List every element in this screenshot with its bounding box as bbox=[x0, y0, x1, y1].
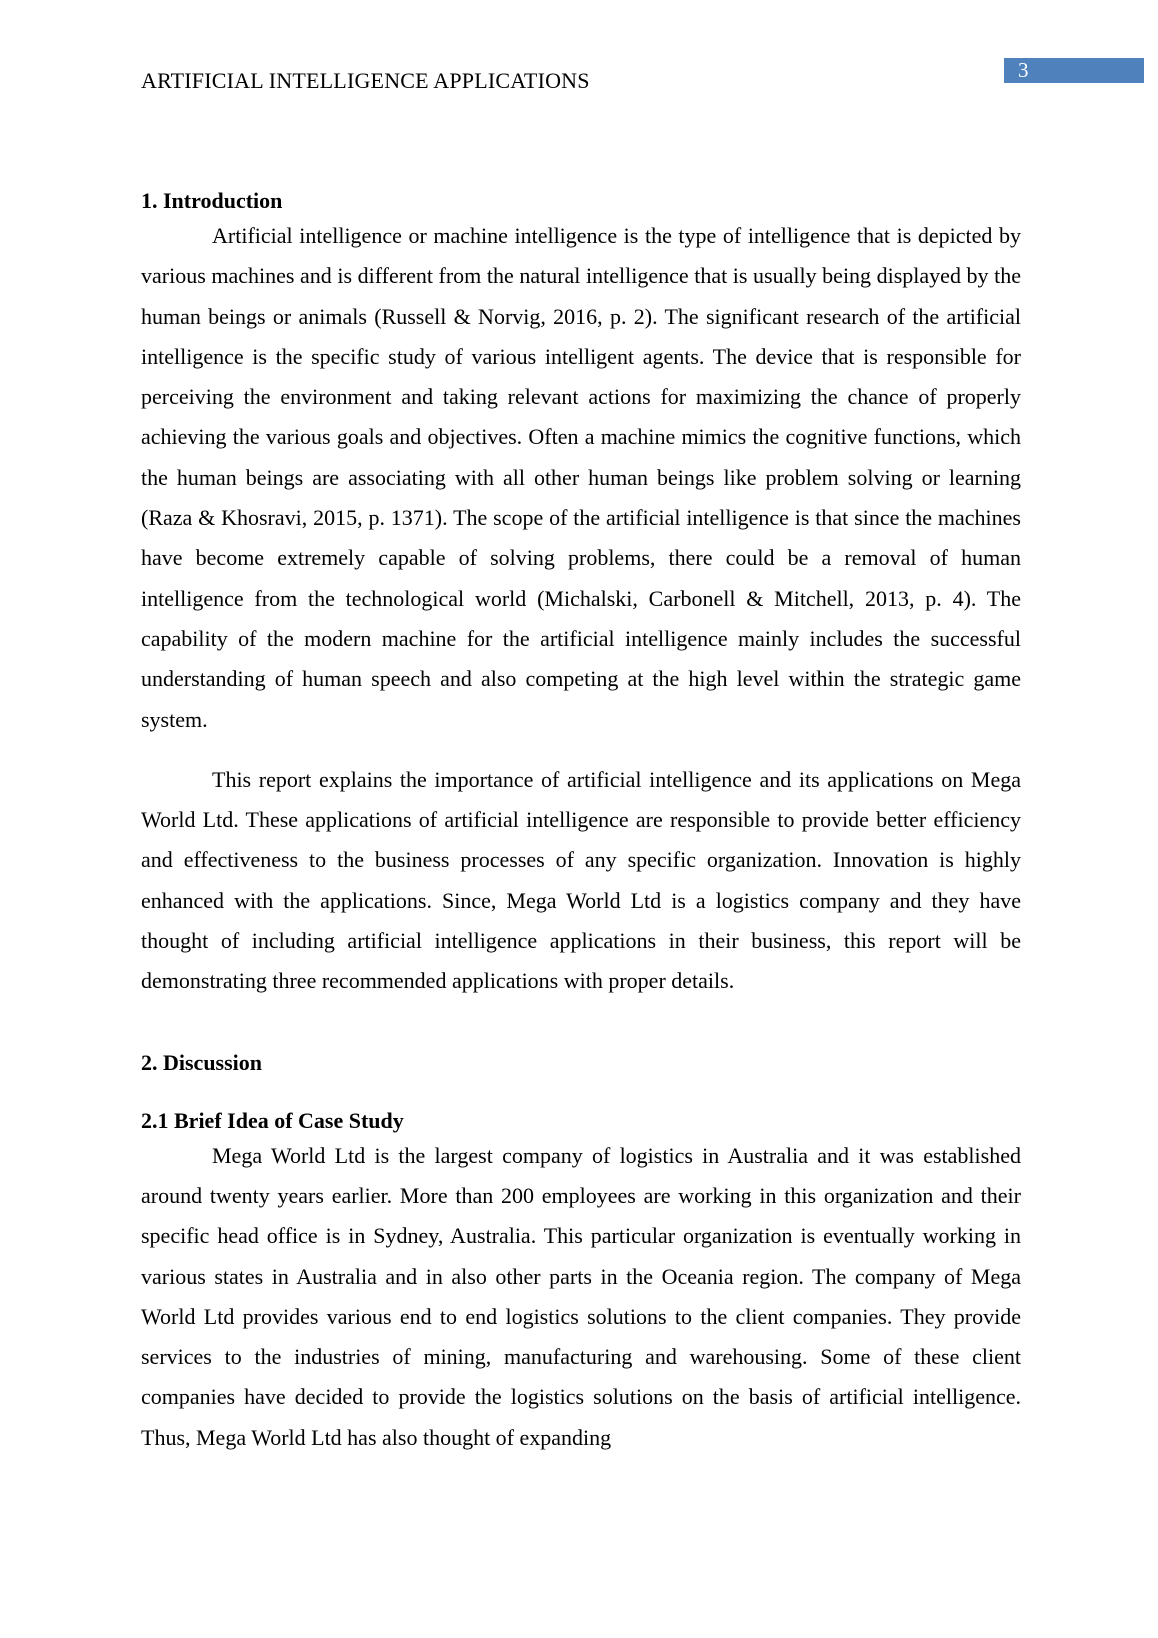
case-study-paragraph-1: Mega World Ltd is the largest company of logistics in Australia and it was established around twenty years earlier. More than 200 employees are working in this organization and their specific head office is in Sydney, Australia. This particular organization is eventually working in various states in Australia and in also other parts in the Oceania region. The company of Mega World Ltd provides various end to end logistics solutions to the client companies. They provide services to the industries of mining, manufacturing and warehousing. Some of these client companies have decided to provide the logistics solutions on the basis of artificial intelligence. Thus, Mega World Ltd has also thought of expanding bbox=[141, 1142, 1021, 1450]
page-number: 3 bbox=[1018, 58, 1029, 82]
introduction-paragraph-2: This report explains the importance of artificial intelligence and its applications on Mega World Ltd. These applications of artificial intelligence are responsible to provide better efficiency and effectiveness to the business processes of any specific organization. Innovation is highly enhanced with the applications. Since, Mega World Ltd is a logistics company and they have thought of including artificial intelligence applications in their business, this report will be demonstrating three recommended applications with proper details. bbox=[141, 766, 1021, 994]
section-heading-discussion: 2. Discussion bbox=[141, 1049, 263, 1075]
page-number-badge bbox=[1004, 58, 1144, 83]
subsection-heading-case-study: 2.1 Brief Idea of Case Study bbox=[141, 1107, 404, 1133]
document-body bbox=[141, 186, 1021, 1458]
running-header-title: ARTIFICIAL INTELLIGENCE APPLICATIONS bbox=[141, 68, 590, 93]
section-heading-introduction: 1. Introduction bbox=[141, 188, 283, 213]
introduction-paragraph-1: Artificial intelligence or machine intelligence is the type of intelligence that is depicted by various machines and is different from the natural intelligence that is usually being displayed by the human beings or animals (Russell & Norvig, 2016, p. 2). The significant research of the artificial intelligence is the specific study of various intelligent agents. The device that is responsible for perceiving the environment and taking relevant actions for maximizing the chance of properly achieving the various goals and objectives. Often a machine mimics the cognitive functions, which the human beings are associating with all other human beings like problem solving or learning (Raza & Khosravi, 2015, p. 1371). The scope of the artificial intelligence is that since the machines have become extremely capable of solving problems, there could be a removal of human intelligence from the technological world (Michalski, Carbonell & Mitchell, 2013, p. 4). The capability of the modern machine for the artificial intelligence mainly includes the successful understanding of human speech and also competing at the high level within the strategic game system. bbox=[141, 223, 1021, 732]
